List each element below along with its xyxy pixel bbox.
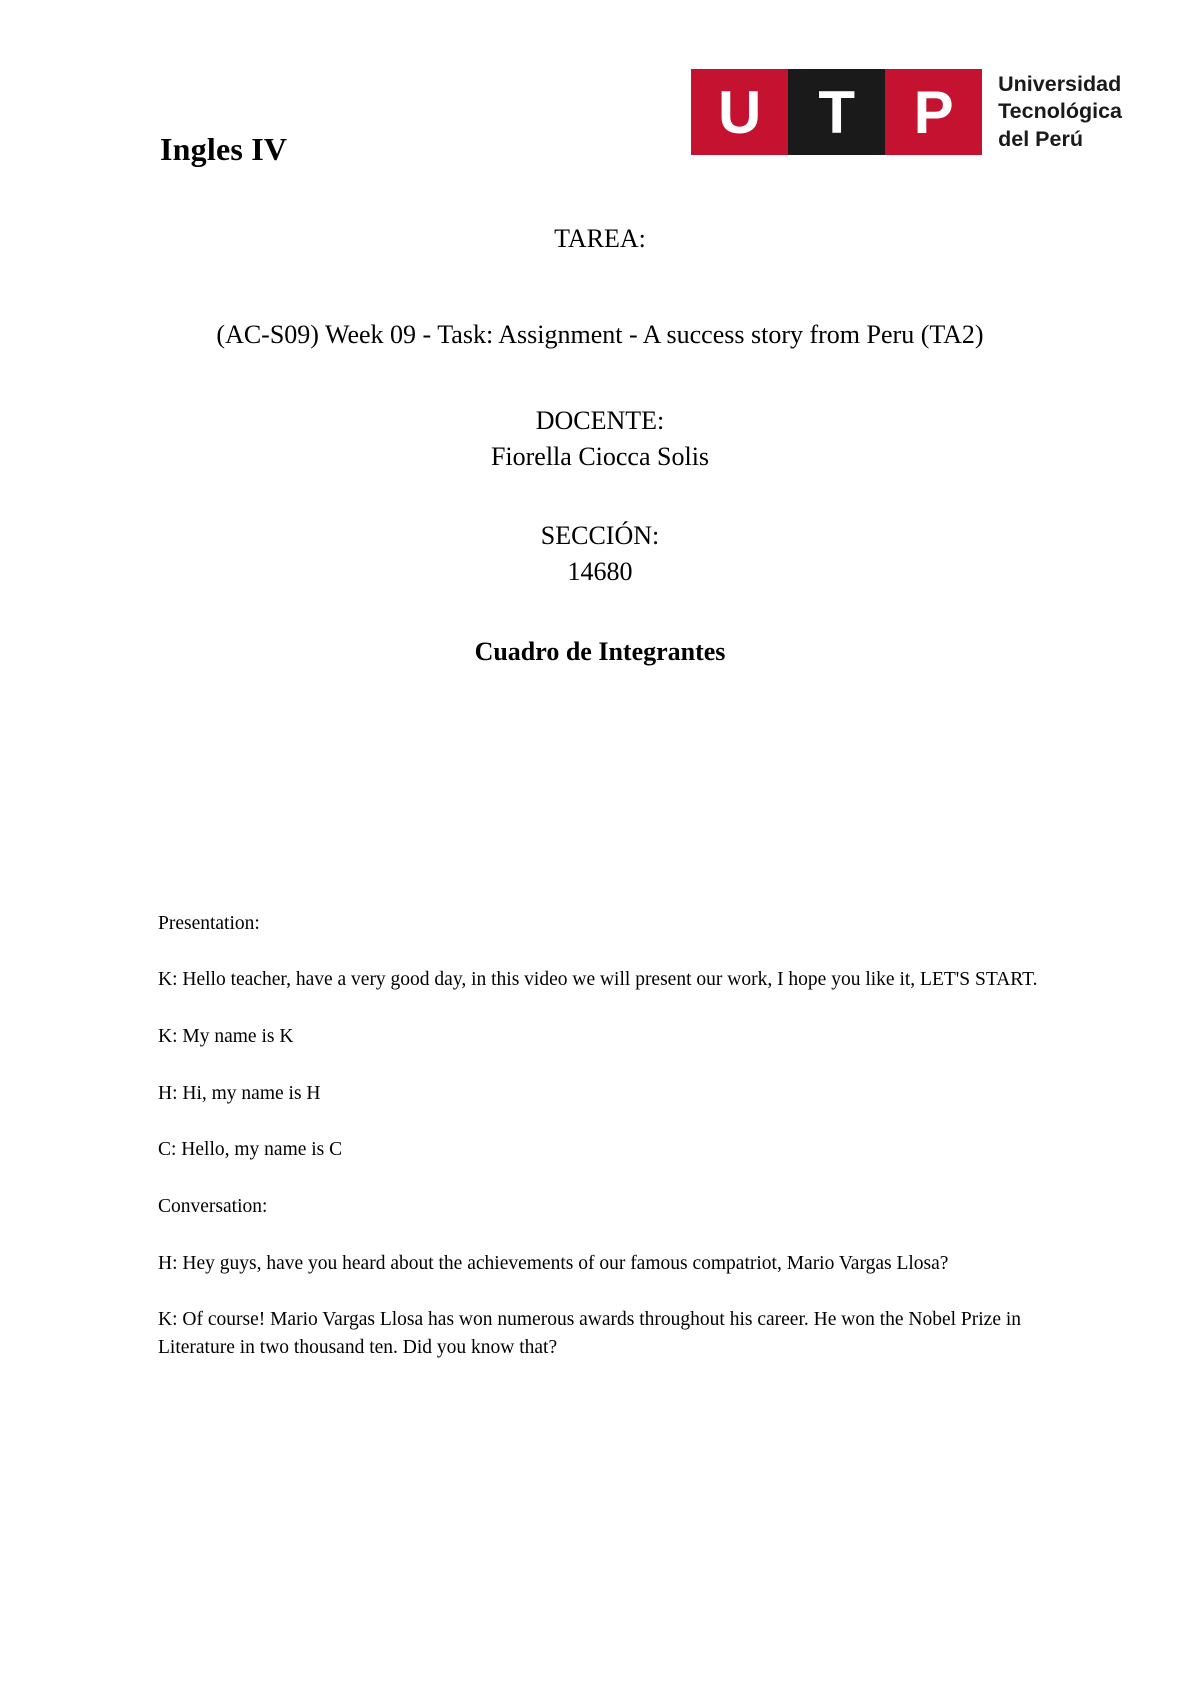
tarea-label: TAREA: <box>554 224 646 253</box>
presentation-line: C: Hello, my name is C <box>158 1139 343 1161</box>
assignment-title: (AC-S09) Week 09 - Task: Assignment - A success story from Peru (TA2) <box>216 320 984 350</box>
presentation-line: K: Hello teacher, have a very good day, in this video we will present our work, I hope you like it, LET'S START. <box>158 969 1038 991</box>
utp-logo-text-line-3: del Perú <box>998 126 1083 151</box>
utp-logo-text <box>998 69 1122 153</box>
docente-name: Fiorella Ciocca Solis <box>490 442 710 472</box>
utp-logo-letter-p: P <box>885 69 982 155</box>
utp-logo-letter-u: U <box>691 69 788 155</box>
presentation-label: Presentation: <box>158 912 260 934</box>
integrantes-label: Cuadro de Integrantes <box>474 637 726 667</box>
page-title: Ingles IV <box>160 131 288 167</box>
utp-logo-text-line-2: Tecnológica <box>998 99 1122 124</box>
cover-block <box>0 222 1200 670</box>
seccion-label: SECCIÓN: <box>540 520 660 550</box>
utp-logo-letter-t: T <box>788 69 885 155</box>
conversation-line: H: Hey guys, have you heard about the achievements of our famous compatriot, Mario Vargas Llosa? <box>158 1252 949 1274</box>
docente-label: DOCENTE: <box>535 406 665 436</box>
document-header <box>0 0 1200 180</box>
utp-logo <box>691 69 1122 155</box>
conversation-line: K: Of course! Mario Vargas Llosa has won numerous awards throughout his career. He won the Nobel Prize in Literature in two thousand ten. Did you know that? <box>158 1309 1022 1359</box>
conversation-label: Conversation: <box>158 1196 268 1218</box>
document-body <box>0 910 1200 1362</box>
utp-logo-blocks <box>691 69 982 155</box>
seccion-value: 14680 <box>567 557 633 587</box>
presentation-line: H: Hi, my name is H <box>158 1082 321 1104</box>
presentation-line: K: My name is K <box>158 1026 294 1048</box>
utp-logo-text-line-1: Universidad <box>998 72 1122 96</box>
